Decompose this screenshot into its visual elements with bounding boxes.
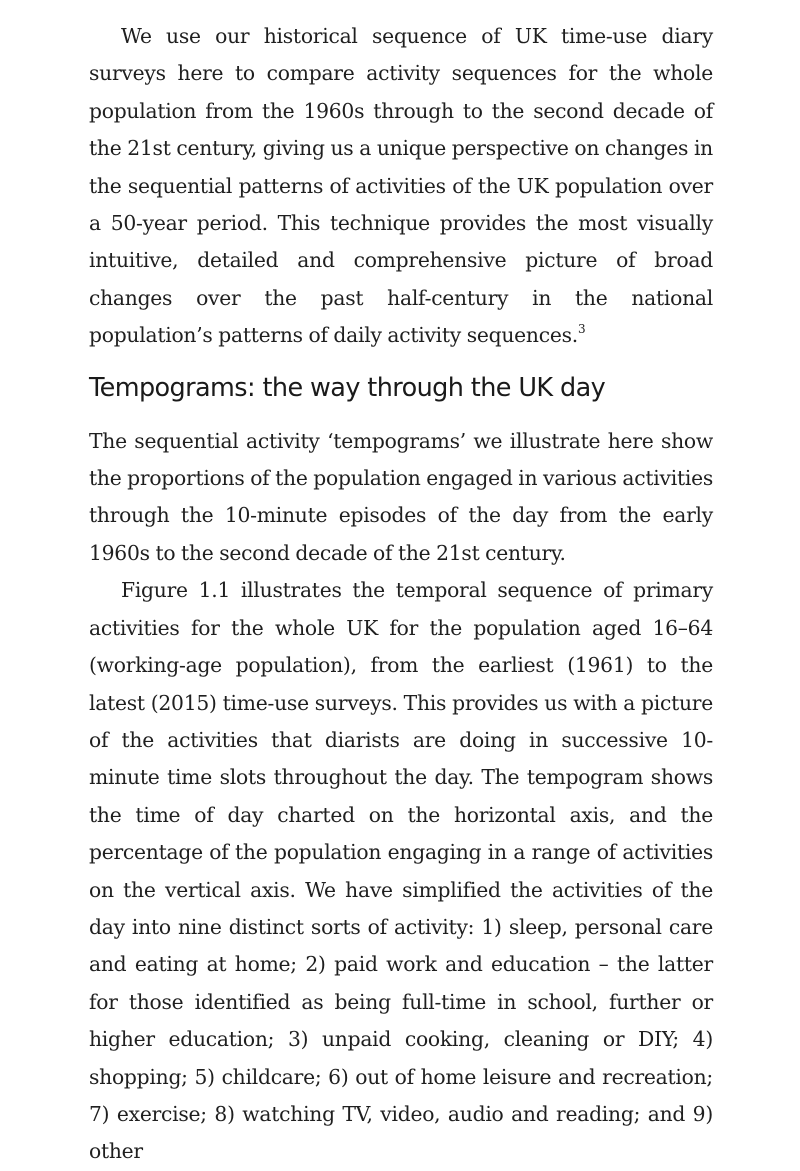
- paragraph-figure-description: Figure 1.1 illustrates the temporal sequence of primary activities for the whole UK for the population aged 16–64 (working-age population), from the earliest (1961) to the latest (2015) time-use surveys. This provides us with a picture of the activities that diarists are doing in successive 10-minute time slots throughout the day. The tempogram shows the time of day charted on the horizontal axis, and the percentage of the population engaging in a range of activities on the vertical axis. We have simplified the activities of the day into nine distinct sorts of activity: 1) sleep, personal care and eating at home; 2) paid work and education – the latter for those identified as being full-time in school, further or higher education; 3) unpaid cooking, cleaning or DIY; 4) shopping; 5) childcare; 6) out of home leisure and recreation; 7) exercise; 8) watching TV, video, audio and reading; and 9) other: [89, 578, 713, 1164]
- footnote-marker: 3: [577, 322, 586, 337]
- book-page: [89, 18, 713, 1171]
- paragraph-tempograms: The sequential activity ‘tempograms’ we illustrate here show the proportions of the population engaged in various activities through the 10-minute episodes of the day from the early 1960s to the second decade of the 21st century.: [89, 428, 713, 565]
- paragraph-intro-text: We use our historical sequence of UK time-use diary surveys here to compare activity sequences for the whole population from the 1960s through to the second decade of the 21st century, giving us a unique perspective on changes in the sequential patterns of activities of the UK population over a 50-year period. This technique provides the most visually intuitive, detailed and comprehensive picture of broad changes over the past half-century in the national population’s patterns of daily activity sequences.: [89, 24, 713, 348]
- paragraph-intro: [89, 18, 713, 355]
- section-heading: Tempograms: the way through the UK day: [89, 372, 606, 403]
